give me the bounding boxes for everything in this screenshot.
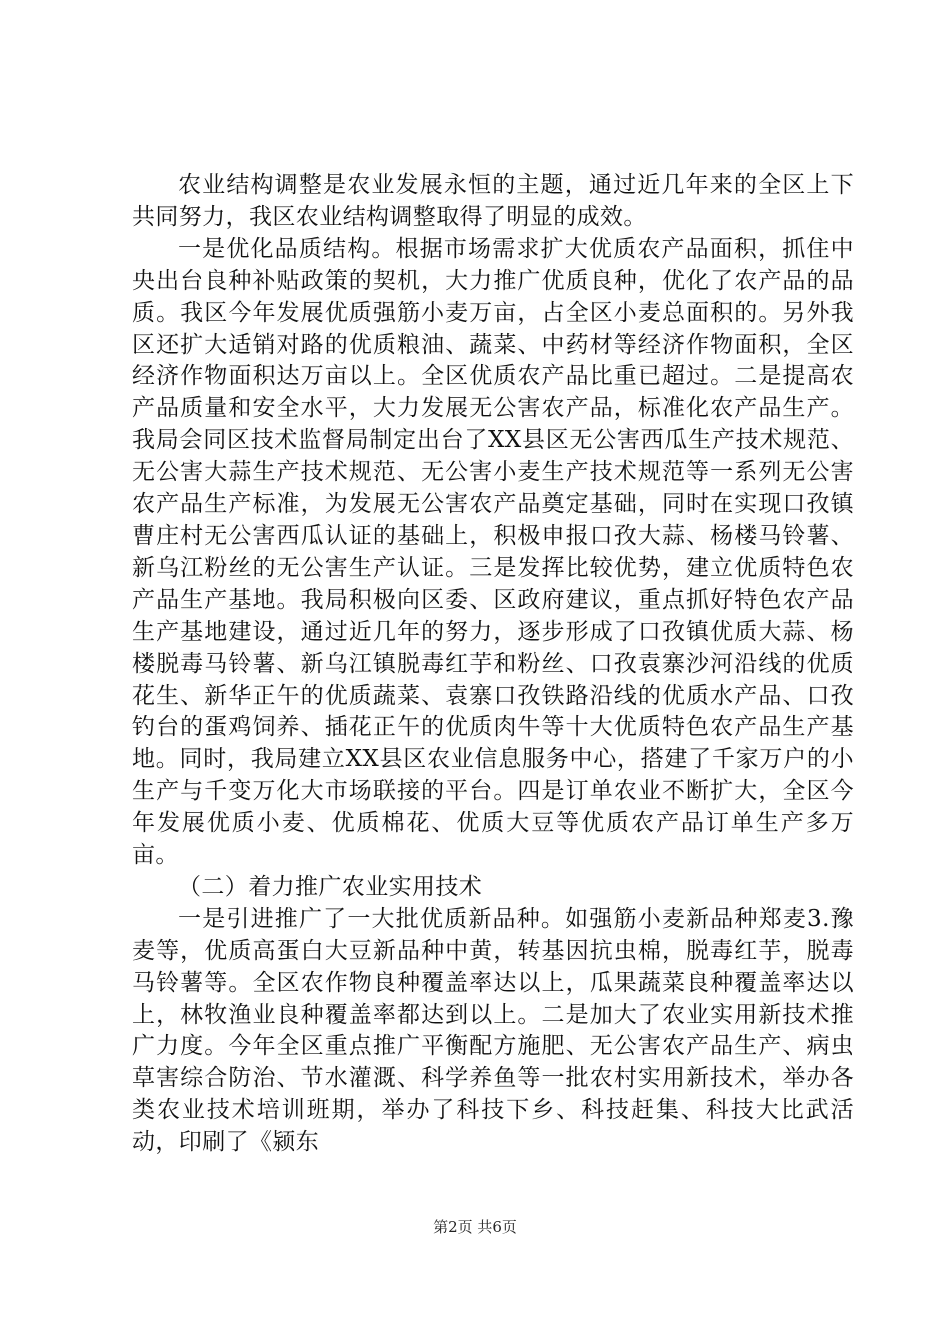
page-number-footer: 第2页 共6页: [433, 1218, 517, 1236]
paragraph-structure: 一是优化品质结构。根据市场需求扩大优质农产品面积，抓住中央出台良种补贴政策的契机，大力推广优质良种，优化了农产品的品质。我区今年发展优质强筋小麦万亩，占全区小麦总面积的。另外我区还扩大适销对路的优质粮油、蔬菜、中药材等经济作物面积，全区经济作物面积达万亩以上。全区优质农产品比重已超过。二是提高农产品质量和安全水平，大力发展无公害农产品，标准化农产品生产。我局会同区技术监督局制定出台了XX县区无公害西瓜生产技术规范、无公害大蒜生产技术规范、无公害小麦生产技术规范等一系列无公害农产品生产标准，为发展无公害农产品奠定基础，同时在实现口孜镇曹庄村无公害西瓜认证的基础上，积极申报口孜大蒜、杨楼马铃薯、新乌江粉丝的无公害生产认证。三是发挥比较优势，建立优质特色农产品生产基地。我局积极向区委、区政府建议，重点抓好特色农产品生产基地建设，通过近几年的努力，逐步形成了口孜镇优质大蒜、杨楼脱毒马铃薯、新乌江镇脱毒红芋和粉丝、口孜袁寨沙河沿线的优质花生、新华正午的优质蔬菜、袁寨口孜铁路沿线的优质水产品、口孜钓台的蛋鸡饲养、插花正午的优质肉牛等十大优质特色农产品生产基地。同时，我局建立XX县区农业信息服务中心，搭建了千家万户的小生产与千变万化大市场联接的平台。四是订单农业不断扩大，全区今年发展优质小麦、优质棉花、优质大豆等优质农产品订单生产多万亩。: [132, 235, 854, 869]
paragraph-technology: 一是引进推广了一大批优质新品种。如强筋小麦新品种郑麦3.豫麦等，优质高蛋白大豆新品种中黄，转基因抗虫棉，脱毒红芋，脱毒马铃薯等。全区农作物良种覆盖率达以上，瓜果蔬菜良种覆盖率达以上，林牧渔业良种覆盖率都达到以上。二是加大了农业实用新技术推广力度。今年全区重点推广平衡配方施肥、无公害农产品生产、病虫草害综合防治、节水灌溉、科学养鱼等一批农村实用新技术，举办各类农业技术培训班期，举办了科技下乡、科技赶集、科技大比武活动，印刷了《颍东: [132, 905, 854, 1156]
section-heading: （二）着力推广农业实用技术: [178, 873, 483, 900]
document-body: [132, 170, 854, 1159]
paragraph-intro: 农业结构调整是农业发展永恒的主题，通过近几年来的全区上下共同努力，我区农业结构调整取得了明显的成效。: [132, 172, 854, 230]
